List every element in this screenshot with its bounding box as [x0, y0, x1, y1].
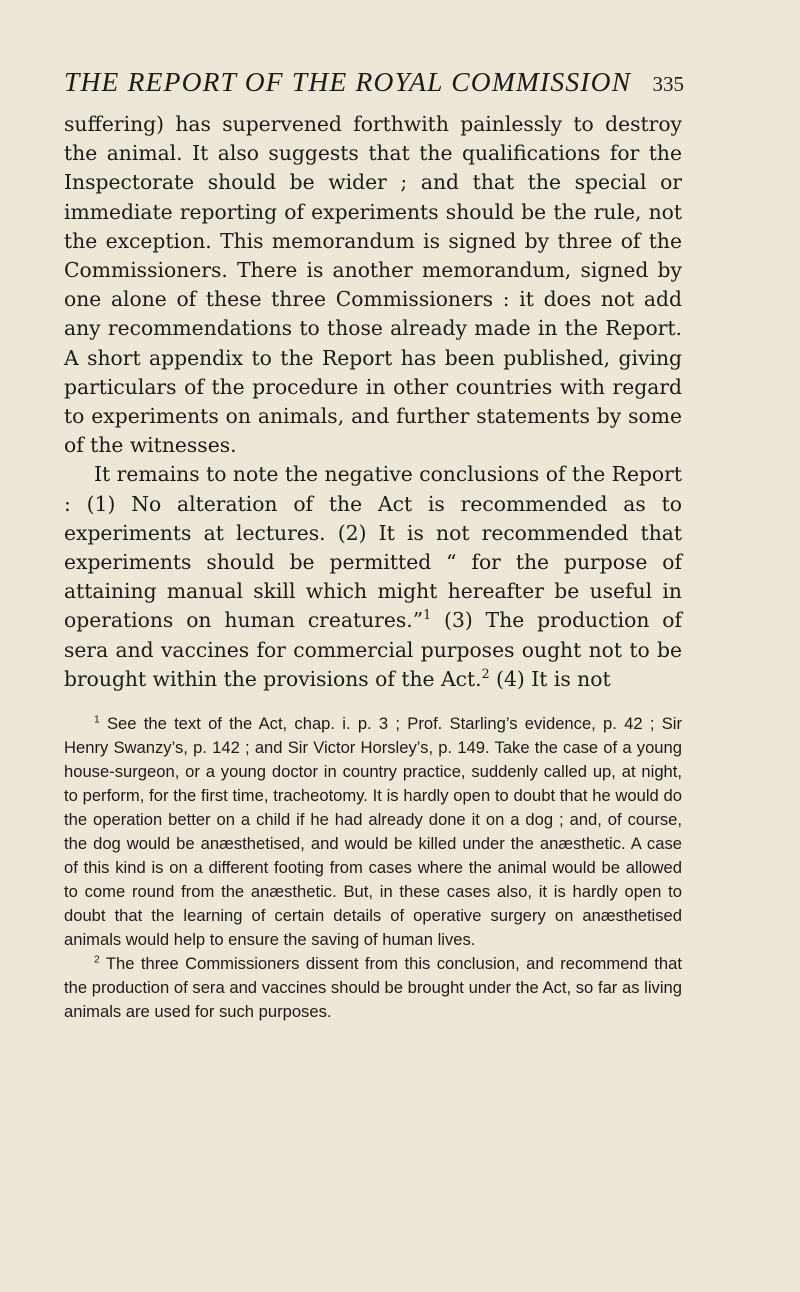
footnote-1-text: See the text of the Act, chap. i. p. 3 ; Prof. Starling’s evidence, p. 42 ; Sir Henry Swanzy’s, p. 142 ; and Sir Victor Horsley’s, p. 149. Take the case of a young house-surgeon, or a young doctor in country practice, suddenly called up, at night, to perform, for the first time, tracheotomy. It is hardly open to doubt that he would do the operation better on a child if he had already done it on a dog ; and, of course, the dog would be anæsthetised, and would be killed under the anæsthetic. A case of this kind is on a different footing from cases where the animal would be allowed to come round from the anæsthetic. But, in these cases also, it is hardly open to doubt that the learning of certain details of operative surgery on anæsthetised animals would help to ensure the saving of human lives. — [64, 714, 682, 949]
footnote-2-mark: 2 — [94, 954, 100, 966]
paragraph-negative-conclusions — [64, 460, 682, 694]
footnote-2 — [64, 952, 682, 1024]
paragraph-text-part-3: (4) It is not — [489, 666, 611, 691]
main-text — [64, 110, 682, 694]
footnote-2-text: The three Commissioners dissent from this conclusion, and recommend that the production of sera and vaccines should be brought under the Act, so far as living animals are used for such purposes. — [64, 954, 682, 1021]
footnote-1-mark: 1 — [94, 714, 100, 726]
paragraph-text-part-1: It remains to note the negative conclusions of the Report : (1) No alteration of the Act is recommended as to experiments at lectures. (2) It is not recommended that experiments should be permitted “ for the purpose of attaining manual skill which might hereafter be useful in operations on human creatures.” — [64, 462, 682, 633]
page-number: 335 — [652, 72, 684, 96]
paragraph-text-part-2: (3) The production of sera and vaccines for commercial purposes ought not to be brought within the provisions of the Act. — [64, 608, 683, 691]
footnotes — [64, 712, 682, 1024]
running-header — [64, 66, 684, 98]
footnote-1 — [64, 712, 682, 952]
footnote-ref-1: 1 — [423, 607, 432, 623]
running-title: THE REPORT OF THE ROYAL COMMISSION — [64, 66, 632, 97]
footnote-ref-2: 2 — [481, 666, 490, 682]
paragraph-continued: suffering) has supervened forthwith painlessly to destroy the animal. It also suggests that the qualifications for the Inspectorate should be wider ; and that the special or immediate reporting of experiments should be the rule, not the exception. This memorandum is signed by three of the Commissioners. There is another memorandum, signed by one alone of these three Commissioners : it does not add any recommendations to those already made in the Report. A short appendix to the Report has been published, giving particulars of the procedure in other countries with regard to experiments on animals, and further statements by some of the witnesses. — [64, 112, 682, 458]
